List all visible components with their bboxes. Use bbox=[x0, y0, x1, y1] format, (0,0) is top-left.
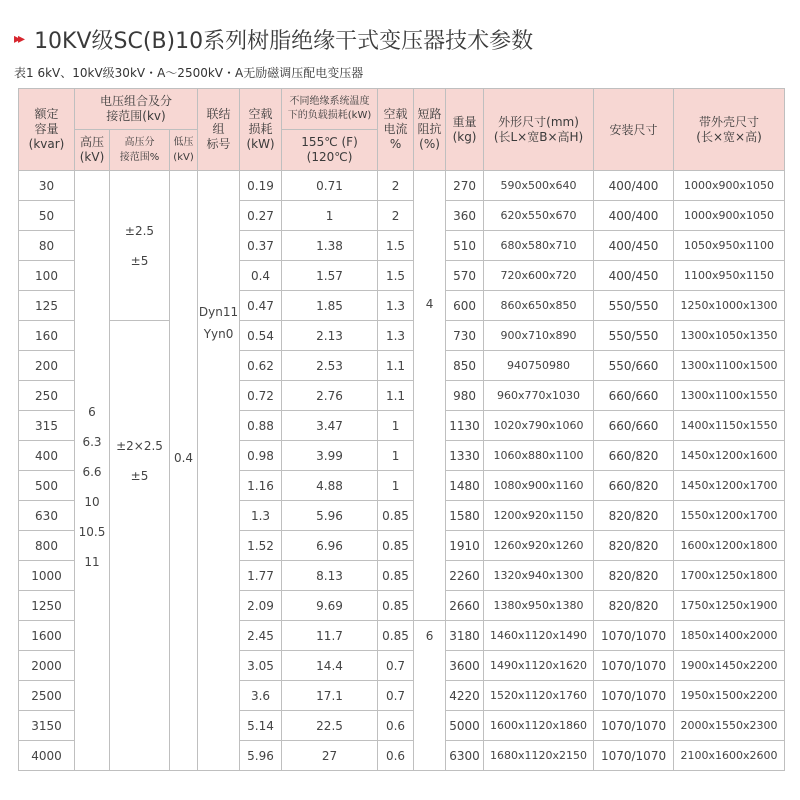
cell-load-loss: 2.13 bbox=[282, 321, 378, 351]
hv-values bbox=[75, 397, 109, 577]
cell-weight: 4220 bbox=[446, 681, 484, 711]
cell-install: 550/660 bbox=[594, 351, 674, 381]
cell-enclosure: 1250x1000x1300 bbox=[674, 291, 785, 321]
cell-dimensions: 590x500x640 bbox=[484, 171, 594, 201]
cell-install: 1070/1070 bbox=[594, 621, 674, 651]
cell-lv bbox=[170, 171, 198, 771]
cell-capacity: 3150 bbox=[19, 711, 75, 741]
header-noload-loss: 空载 损耗 (kW) bbox=[240, 89, 282, 171]
cell-capacity: 1600 bbox=[19, 621, 75, 651]
cell-load-loss: 2.76 bbox=[282, 381, 378, 411]
cell-weight: 850 bbox=[446, 351, 484, 381]
cell-dimensions: 1260x920x1260 bbox=[484, 531, 594, 561]
cell-noload-current: 1.5 bbox=[378, 231, 414, 261]
cell-noload-loss: 0.88 bbox=[240, 411, 282, 441]
cell-dimensions: 1600x1120x1860 bbox=[484, 711, 594, 741]
cell-weight: 5000 bbox=[446, 711, 484, 741]
cell-enclosure: 1950x1500x2200 bbox=[674, 681, 785, 711]
cell-enclosure: 1550x1200x1700 bbox=[674, 501, 785, 531]
cell-load-loss: 1.85 bbox=[282, 291, 378, 321]
cell-noload-loss: 5.96 bbox=[240, 741, 282, 771]
header-weight: 重量 (kg) bbox=[446, 89, 484, 171]
header-noload-current: 空载 电流 % bbox=[378, 89, 414, 171]
cell-connection bbox=[198, 171, 240, 771]
cell-load-loss: 3.47 bbox=[282, 411, 378, 441]
cell-capacity: 80 bbox=[19, 231, 75, 261]
cell-install: 400/400 bbox=[594, 201, 674, 231]
cell-dimensions: 940750980 bbox=[484, 351, 594, 381]
connection-value: Yyn0 bbox=[203, 327, 234, 341]
cell-capacity: 400 bbox=[19, 441, 75, 471]
cell-install: 820/820 bbox=[594, 561, 674, 591]
cell-dimensions: 1080x900x1160 bbox=[484, 471, 594, 501]
cell-weight: 2260 bbox=[446, 561, 484, 591]
header-hv-tap: 高压分 接范围% bbox=[110, 130, 170, 171]
cell-weight: 1910 bbox=[446, 531, 484, 561]
cell-dimensions: 960x770x1030 bbox=[484, 381, 594, 411]
cell-noload-current: 1.3 bbox=[378, 321, 414, 351]
cell-noload-loss: 0.19 bbox=[240, 171, 282, 201]
cell-noload-loss: 1.52 bbox=[240, 531, 282, 561]
cell-tap-bottom bbox=[110, 321, 170, 771]
tap-bottom-values bbox=[110, 431, 169, 491]
header-install: 安装尺寸 bbox=[594, 89, 674, 171]
cell-dimensions: 1680x1120x2150 bbox=[484, 741, 594, 771]
cell-capacity: 2000 bbox=[19, 651, 75, 681]
cell-install: 400/450 bbox=[594, 261, 674, 291]
cell-enclosure: 1450x1200x1700 bbox=[674, 471, 785, 501]
cell-noload-current: 1 bbox=[378, 441, 414, 471]
cell-load-loss: 1.57 bbox=[282, 261, 378, 291]
cell-load-loss: 27 bbox=[282, 741, 378, 771]
cell-noload-loss: 2.45 bbox=[240, 621, 282, 651]
cell-dimensions: 1520x1120x1760 bbox=[484, 681, 594, 711]
lv-value: 0.4 bbox=[173, 451, 194, 465]
cell-impedance-bottom bbox=[414, 621, 446, 771]
cell-enclosure: 1850x1400x2000 bbox=[674, 621, 785, 651]
header-enclosure: 带外壳尺寸 (长×宽×高) bbox=[674, 89, 785, 171]
cell-install: 550/550 bbox=[594, 321, 674, 351]
cell-capacity: 30 bbox=[19, 171, 75, 201]
cell-enclosure: 1300x1050x1350 bbox=[674, 321, 785, 351]
header-impedance: 短路 阻抗 (%) bbox=[414, 89, 446, 171]
cell-weight: 1330 bbox=[446, 441, 484, 471]
impedance-value: 4 bbox=[425, 297, 434, 311]
cell-enclosure: 1000x900x1050 bbox=[674, 201, 785, 231]
cell-weight: 1130 bbox=[446, 411, 484, 441]
cell-enclosure: 1300x1100x1550 bbox=[674, 381, 785, 411]
cell-weight: 3180 bbox=[446, 621, 484, 651]
hv-value: 11 bbox=[84, 555, 100, 569]
cell-dimensions: 1460x1120x1490 bbox=[484, 621, 594, 651]
cell-noload-loss: 2.09 bbox=[240, 591, 282, 621]
header-connection: 联结 组 标号 bbox=[198, 89, 240, 171]
cell-noload-current: 1.1 bbox=[378, 381, 414, 411]
cell-noload-current: 0.6 bbox=[378, 711, 414, 741]
cell-dimensions: 1320x940x1300 bbox=[484, 561, 594, 591]
cell-weight: 730 bbox=[446, 321, 484, 351]
cell-noload-loss: 0.37 bbox=[240, 231, 282, 261]
cell-install: 660/660 bbox=[594, 411, 674, 441]
cell-hv-merged bbox=[75, 171, 110, 771]
cell-noload-loss: 5.14 bbox=[240, 711, 282, 741]
cell-enclosure: 1000x900x1050 bbox=[674, 171, 785, 201]
cell-dimensions: 1020x790x1060 bbox=[484, 411, 594, 441]
cell-install: 1070/1070 bbox=[594, 711, 674, 741]
cell-weight: 600 bbox=[446, 291, 484, 321]
cell-noload-current: 0.85 bbox=[378, 501, 414, 531]
cell-capacity: 500 bbox=[19, 471, 75, 501]
tap-top-values bbox=[110, 216, 169, 276]
cell-load-loss: 1.38 bbox=[282, 231, 378, 261]
cell-load-loss: 14.4 bbox=[282, 651, 378, 681]
cell-load-loss: 9.69 bbox=[282, 591, 378, 621]
connection-values bbox=[198, 301, 239, 345]
cell-weight: 270 bbox=[446, 171, 484, 201]
cell-enclosure: 1750x1250x1900 bbox=[674, 591, 785, 621]
cell-noload-current: 0.6 bbox=[378, 741, 414, 771]
tap-value: ±2×2.5 bbox=[116, 439, 163, 453]
cell-noload-current: 0.85 bbox=[378, 621, 414, 651]
table-row bbox=[19, 321, 785, 351]
cell-noload-loss: 0.47 bbox=[240, 291, 282, 321]
cell-weight: 360 bbox=[446, 201, 484, 231]
cell-install: 660/660 bbox=[594, 381, 674, 411]
cell-noload-current: 1 bbox=[378, 411, 414, 441]
cell-load-loss: 1 bbox=[282, 201, 378, 231]
table-caption: 表1 6kV、10kV级30kV・A～2500kV・A无励磁调压配电变压器 bbox=[14, 66, 364, 80]
tap-value: ±2.5 bbox=[124, 223, 155, 238]
cell-enclosure: 2100x1600x2600 bbox=[674, 741, 785, 771]
tap-value: ±5 bbox=[130, 253, 149, 268]
cell-dimensions: 1490x1120x1620 bbox=[484, 651, 594, 681]
cell-tap-top bbox=[110, 171, 170, 321]
cell-noload-loss: 1.77 bbox=[240, 561, 282, 591]
cell-weight: 2660 bbox=[446, 591, 484, 621]
double-arrow-icon: ▸▸ bbox=[14, 31, 23, 47]
cell-dimensions: 900x710x890 bbox=[484, 321, 594, 351]
cell-install: 400/450 bbox=[594, 231, 674, 261]
cell-capacity: 4000 bbox=[19, 741, 75, 771]
cell-noload-current: 0.7 bbox=[378, 651, 414, 681]
header-load-loss-temp: 155℃ (F) (120℃) bbox=[282, 130, 378, 171]
cell-enclosure: 1600x1200x1800 bbox=[674, 531, 785, 561]
cell-enclosure: 1100x950x1150 bbox=[674, 261, 785, 291]
cell-capacity: 800 bbox=[19, 531, 75, 561]
cell-capacity: 200 bbox=[19, 351, 75, 381]
cell-impedance-top bbox=[414, 171, 446, 621]
cell-noload-current: 1.1 bbox=[378, 351, 414, 381]
cell-capacity: 160 bbox=[19, 321, 75, 351]
cell-dimensions: 720x600x720 bbox=[484, 261, 594, 291]
header-lv: 低压 (kV) bbox=[170, 130, 198, 171]
cell-install: 820/820 bbox=[594, 591, 674, 621]
cell-noload-loss: 0.98 bbox=[240, 441, 282, 471]
header-load-loss: 不同绝缘系统温度 下的负载损耗(kW) bbox=[282, 89, 378, 130]
impedance-value: 6 bbox=[425, 629, 434, 643]
cell-capacity: 2500 bbox=[19, 681, 75, 711]
page-title: 10KV级SC(B)10系列树脂绝缘干式变压器技术参数 bbox=[34, 28, 534, 54]
hv-value: 6.6 bbox=[82, 465, 102, 479]
cell-enclosure: 1400x1150x1550 bbox=[674, 411, 785, 441]
cell-capacity: 315 bbox=[19, 411, 75, 441]
cell-noload-current: 1.3 bbox=[378, 291, 414, 321]
cell-noload-loss: 0.72 bbox=[240, 381, 282, 411]
table-row bbox=[19, 171, 785, 201]
cell-dimensions: 1380x950x1380 bbox=[484, 591, 594, 621]
cell-weight: 980 bbox=[446, 381, 484, 411]
title-row bbox=[14, 24, 533, 54]
cell-noload-loss: 0.4 bbox=[240, 261, 282, 291]
cell-install: 660/820 bbox=[594, 441, 674, 471]
cell-noload-current: 1.5 bbox=[378, 261, 414, 291]
cell-noload-current: 0.85 bbox=[378, 531, 414, 561]
cell-weight: 6300 bbox=[446, 741, 484, 771]
cell-install: 820/820 bbox=[594, 531, 674, 561]
cell-load-loss: 6.96 bbox=[282, 531, 378, 561]
cell-enclosure: 1050x950x1100 bbox=[674, 231, 785, 261]
cell-capacity: 100 bbox=[19, 261, 75, 291]
cell-capacity: 125 bbox=[19, 291, 75, 321]
cell-enclosure: 1900x1450x2200 bbox=[674, 651, 785, 681]
header-rated-capacity: 额定 容量 (kvar) bbox=[19, 89, 75, 171]
cell-noload-loss: 1.16 bbox=[240, 471, 282, 501]
cell-install: 1070/1070 bbox=[594, 651, 674, 681]
cell-load-loss: 5.96 bbox=[282, 501, 378, 531]
cell-weight: 1580 bbox=[446, 501, 484, 531]
cell-noload-current: 0.85 bbox=[378, 561, 414, 591]
hv-value: 10 bbox=[84, 495, 100, 509]
cell-weight: 510 bbox=[446, 231, 484, 261]
cell-weight: 1480 bbox=[446, 471, 484, 501]
header-hv: 高压 (kV) bbox=[75, 130, 110, 171]
cell-capacity: 1000 bbox=[19, 561, 75, 591]
cell-noload-loss: 0.27 bbox=[240, 201, 282, 231]
cell-load-loss: 17.1 bbox=[282, 681, 378, 711]
cell-load-loss: 2.53 bbox=[282, 351, 378, 381]
hv-value: 10.5 bbox=[78, 525, 106, 539]
cell-dimensions: 620x550x670 bbox=[484, 201, 594, 231]
cell-noload-current: 0.7 bbox=[378, 681, 414, 711]
cell-noload-current: 2 bbox=[378, 201, 414, 231]
table-body bbox=[19, 171, 785, 771]
cell-capacity: 630 bbox=[19, 501, 75, 531]
cell-capacity: 1250 bbox=[19, 591, 75, 621]
cell-noload-current: 1 bbox=[378, 471, 414, 501]
cell-load-loss: 8.13 bbox=[282, 561, 378, 591]
cell-install: 820/820 bbox=[594, 501, 674, 531]
cell-noload-loss: 0.54 bbox=[240, 321, 282, 351]
header-voltage-group: 电压组合及分 接范围(kv) bbox=[75, 89, 198, 130]
cell-noload-loss: 3.6 bbox=[240, 681, 282, 711]
cell-noload-loss: 3.05 bbox=[240, 651, 282, 681]
cell-enclosure: 1700x1250x1800 bbox=[674, 561, 785, 591]
cell-noload-loss: 0.62 bbox=[240, 351, 282, 381]
cell-noload-loss: 1.3 bbox=[240, 501, 282, 531]
cell-load-loss: 3.99 bbox=[282, 441, 378, 471]
cell-load-loss: 0.71 bbox=[282, 171, 378, 201]
hv-value: 6 bbox=[88, 405, 96, 419]
cell-install: 1070/1070 bbox=[594, 741, 674, 771]
cell-capacity: 50 bbox=[19, 201, 75, 231]
cell-install: 550/550 bbox=[594, 291, 674, 321]
connection-value: Dyn11 bbox=[198, 305, 239, 319]
cell-enclosure: 2000x1550x2300 bbox=[674, 711, 785, 741]
cell-load-loss: 22.5 bbox=[282, 711, 378, 741]
cell-dimensions: 1200x920x1150 bbox=[484, 501, 594, 531]
header-dimensions: 外形尺寸(mm) (长L×宽B×高H) bbox=[484, 89, 594, 171]
cell-install: 400/400 bbox=[594, 171, 674, 201]
cell-capacity: 250 bbox=[19, 381, 75, 411]
cell-noload-current: 2 bbox=[378, 171, 414, 201]
cell-weight: 570 bbox=[446, 261, 484, 291]
hv-value: 6.3 bbox=[82, 435, 102, 449]
cell-dimensions: 860x650x850 bbox=[484, 291, 594, 321]
cell-dimensions: 1060x880x1100 bbox=[484, 441, 594, 471]
cell-weight: 3600 bbox=[446, 651, 484, 681]
cell-dimensions: 680x580x710 bbox=[484, 231, 594, 261]
tap-value: ±5 bbox=[130, 469, 149, 483]
cell-install: 660/820 bbox=[594, 471, 674, 501]
cell-load-loss: 11.7 bbox=[282, 621, 378, 651]
cell-enclosure: 1450x1200x1600 bbox=[674, 441, 785, 471]
cell-noload-current: 0.85 bbox=[378, 591, 414, 621]
cell-enclosure: 1300x1100x1500 bbox=[674, 351, 785, 381]
cell-install: 1070/1070 bbox=[594, 681, 674, 711]
spec-table bbox=[18, 88, 785, 771]
cell-load-loss: 4.88 bbox=[282, 471, 378, 501]
